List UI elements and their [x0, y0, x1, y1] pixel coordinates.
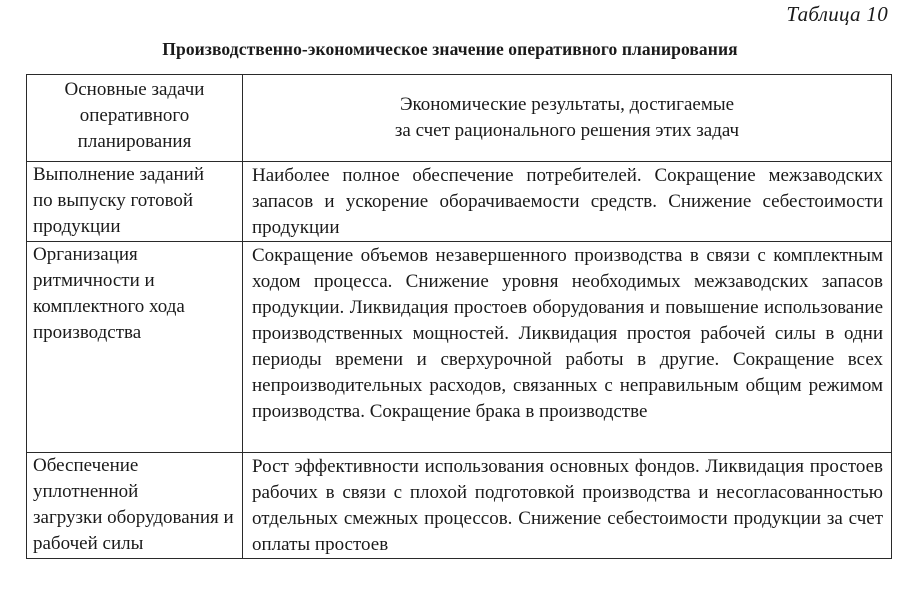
result-cell — [243, 453, 892, 559]
task-text: Обеспечение уплотненной загрузки оборудования и рабочей силы — [33, 455, 234, 554]
result-cell — [243, 242, 892, 453]
table-number-label: Таблица 10 — [786, 2, 888, 26]
task-cell — [27, 162, 243, 242]
task-cell — [27, 242, 243, 453]
header-cell-tasks — [27, 75, 243, 162]
table-title: Производственно-экономическое значение оперативного планирования — [162, 39, 738, 59]
header-tasks-text: Основные задачи оперативного планирования — [64, 79, 205, 152]
result-text: Сокращение объемов незавершенного производства в связи с комплектным ходом процесса. Снижение уровня необходимых межзаводских запасов продукции. Ликвидация простоев оборудования и повышение использование производственных мощностей. Ликвидация простоя рабочей силы в одни периоды времени и сверхурочной работы в другие. Сокращение всех непроизводительных расходов, связанных с неправильным общим режимом производства. Сокращение брака в производстве — [252, 245, 883, 422]
planning-table — [26, 74, 892, 559]
task-text: Выполнение заданий по выпуску готовой продукции — [33, 164, 204, 237]
header-results-text: Экономические результаты, достигаемые за счет рационального решения этих задач — [394, 94, 740, 141]
table-row — [27, 453, 892, 559]
result-cell — [243, 162, 892, 242]
header-cell-results — [243, 75, 892, 162]
table-row — [27, 242, 892, 453]
result-text: Рост эффективности использования основных фондов. Ликвидация простоев рабочих в связи с плохой подготовкой производства и несогласованностью отдельных смежных процессов. Снижение себестоимости продукции за счет оплаты простоев — [252, 456, 883, 555]
table-row — [27, 162, 892, 242]
table-header-row — [27, 75, 892, 162]
result-text: Наиболее полное обеспечение потребителей. Сокращение межзаводских запасов и ускорение оборачиваемости средств. Снижение себестоимости продукции — [252, 165, 883, 238]
task-cell — [27, 453, 243, 559]
task-text: Организация ритмичности и комплектного хода производства — [33, 244, 185, 343]
